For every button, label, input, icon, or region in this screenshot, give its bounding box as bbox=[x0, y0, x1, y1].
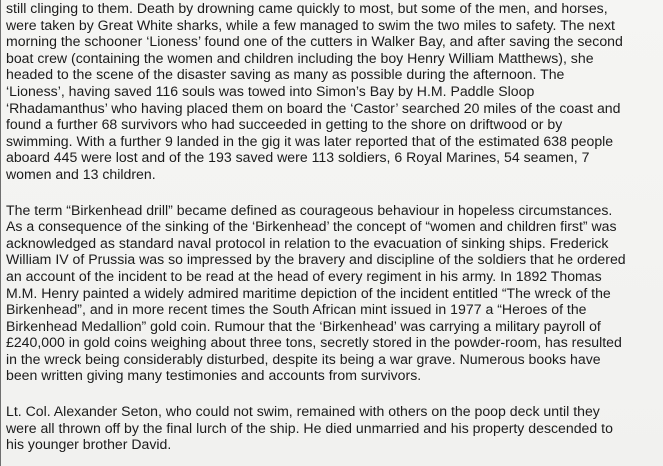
text-line: ‘Rhadamanthus’ who having placed them on board the ‘Castor’ searched 20 miles of the coast and bbox=[6, 99, 621, 116]
text-line: Birkenhead Medallion” gold coin. Rumour that the ‘Birkenhead’ was carrying a military payroll of bbox=[6, 317, 601, 334]
paragraph-gap bbox=[6, 183, 656, 202]
text-line: M.M. Henry painted a widely admired maritime depiction of the incident entitled “The wreck of the bbox=[6, 284, 611, 301]
text-line: Birkenhead”, and in more recent times the South African mint issued in 1977 a “Heroes of the bbox=[6, 301, 587, 318]
text-line: morning the schooner ‘Lioness’ found one of the cutters in Walker Bay, and after saving the second bbox=[6, 33, 623, 50]
text-line: found a further 68 survivors who had succeeded in getting to the shore on driftwood or by bbox=[6, 116, 563, 133]
page-left-edge bbox=[0, 0, 1, 466]
text-line: headed to the scene of the disaster saving as many as possible during the afternoon. The bbox=[6, 66, 565, 83]
text-line: an account of the incident to be read at the head of every regiment in his army. In 1892 Thomas bbox=[6, 267, 602, 284]
text-line: acknowledged as standard naval protocol in relation to the evacuation of sinking ships. Frederick bbox=[6, 234, 609, 251]
text-line: The term “Birkenhead drill” became defined as courageous behaviour in hopeless circumstances. bbox=[6, 201, 613, 218]
text-line: ‘Lioness’, having saved 116 souls was towed into Simon’s Bay by H.M. Paddle Sloop bbox=[6, 82, 535, 99]
text-line: been written giving many testimonies and accounts from survivors. bbox=[6, 367, 422, 384]
text-line: As a consequence of the sinking of the ‘Birkenhead’ the concept of “women and children first” was bbox=[6, 218, 617, 235]
text-line: were all thrown off by the final lurch of the ship. He died unmarried and his property descended to bbox=[6, 419, 613, 436]
text-line: were taken by Great White sharks, while a few managed to swim the two miles to safety. The next bbox=[6, 16, 615, 33]
text-line: swimming. With a further 9 landed in the gig it was later reported that of the estimated 638 people bbox=[6, 132, 614, 149]
text-line: women and 13 children. bbox=[6, 165, 156, 182]
text-line: aboard 445 were lost and of the 193 saved were 113 soldiers, 6 Royal Marines, 54 seamen, 7 bbox=[6, 149, 590, 166]
paragraph-gap bbox=[6, 384, 656, 403]
text-line: his younger brother David. bbox=[6, 436, 172, 453]
text-line: £240,000 in gold coins weighing about three tons, secretly stored in the powder-room, has resulted bbox=[6, 334, 622, 351]
paragraph-rescue bbox=[6, 0, 656, 183]
text-line: William IV of Prussia was so impressed by the bravery and discipline of the soldiers that he ordered bbox=[6, 251, 626, 268]
text-line: still clinging to them. Death by drowning came quickly to most, but some of the men, and horses, bbox=[6, 0, 608, 16]
document-body bbox=[6, 0, 656, 453]
text-line: boat crew (containing the women and children including the boy Henry William Matthews), she bbox=[6, 49, 594, 66]
paragraph-seton bbox=[6, 403, 656, 453]
paragraph-birkenhead-drill bbox=[6, 202, 656, 385]
text-line: in the wreck being considerably disturbed, despite its being a war grave. Numerous books have bbox=[6, 350, 601, 367]
text-line: Lt. Col. Alexander Seton, who could not swim, remained with others on the poop deck until they bbox=[6, 403, 600, 420]
